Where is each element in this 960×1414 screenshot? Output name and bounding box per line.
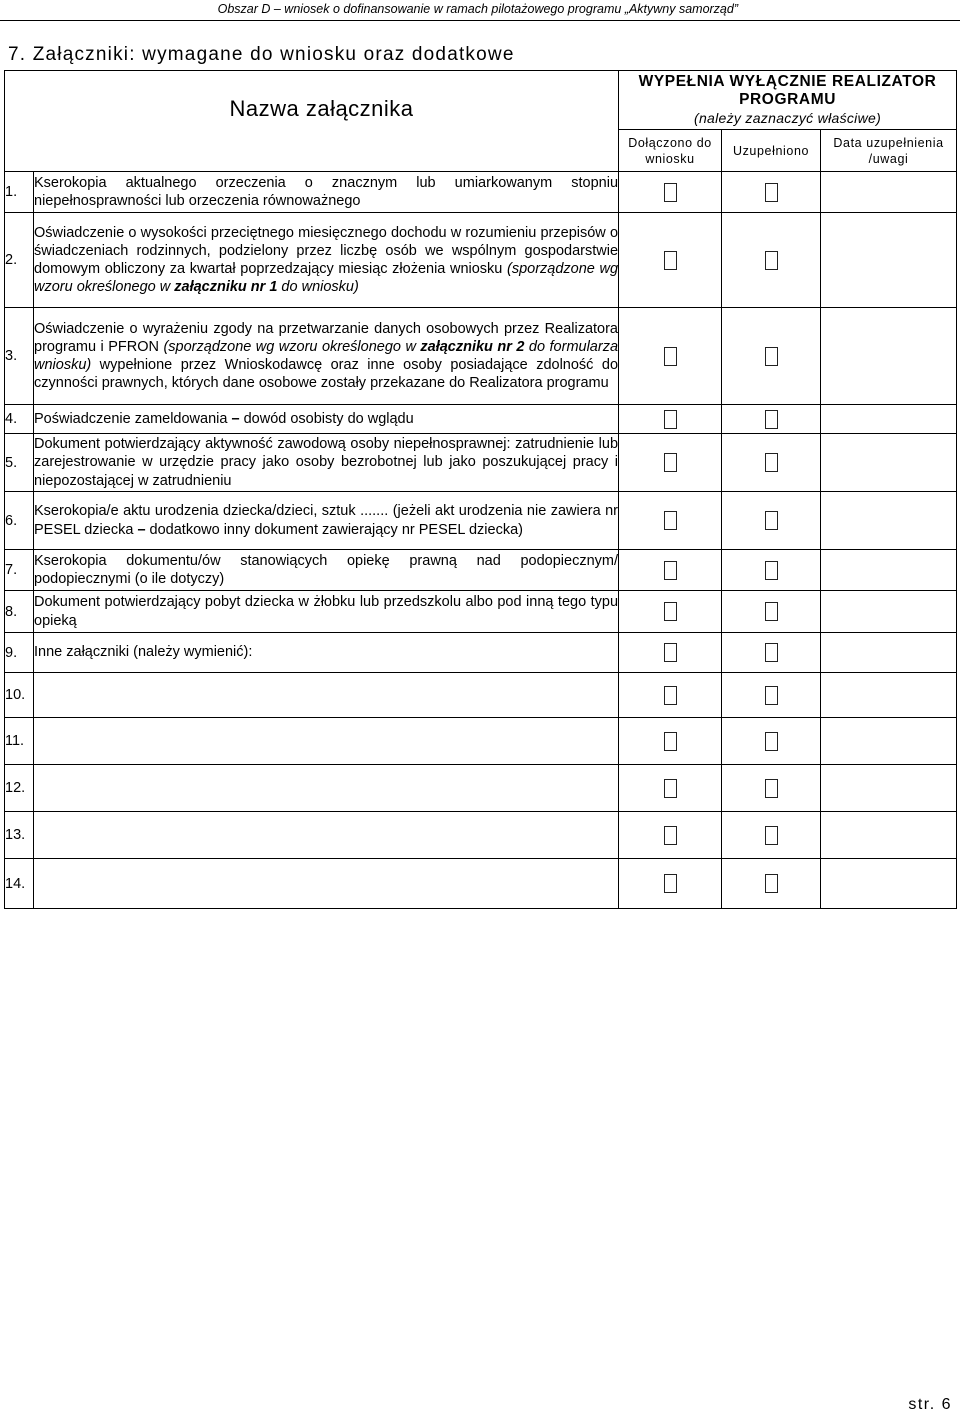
row-description-text: Oświadczenie o wysokości przeciętnego miesięcznego dochodu w rozumieniu przepisów o świadczeniach rodzinnych, podzielony przez liczbę osób we wspólnym gospodarstwie domowym obliczony za kwartał poprzedzający miesiąc złożenia wniosku bbox=[34, 224, 619, 277]
row-description-input[interactable] bbox=[34, 673, 619, 718]
attached-checkbox[interactable] bbox=[664, 453, 677, 472]
row-number: 9. bbox=[5, 633, 34, 673]
date-cell[interactable] bbox=[821, 591, 957, 633]
completed-checkbox[interactable] bbox=[765, 826, 778, 845]
row-description-dash: – bbox=[231, 410, 240, 427]
attached-checkbox[interactable] bbox=[664, 732, 677, 751]
attached-cell[interactable] bbox=[619, 718, 722, 765]
row-description-text-end: dowód osobisty do wglądu bbox=[239, 410, 414, 427]
date-cell[interactable] bbox=[821, 434, 957, 492]
completed-checkbox[interactable] bbox=[765, 183, 778, 202]
completed-cell[interactable] bbox=[722, 172, 821, 213]
row-description-text: Poświadczenie zameldowania bbox=[34, 410, 232, 427]
completed-checkbox[interactable] bbox=[765, 410, 778, 429]
row-number: 4. bbox=[5, 405, 34, 434]
table-row bbox=[5, 492, 957, 550]
row-number: 6. bbox=[5, 492, 34, 550]
table-row bbox=[5, 673, 957, 718]
table-row bbox=[5, 550, 957, 591]
attached-checkbox[interactable] bbox=[664, 874, 677, 893]
completed-cell[interactable] bbox=[722, 492, 821, 550]
completed-checkbox[interactable] bbox=[765, 732, 778, 751]
completed-cell[interactable] bbox=[722, 405, 821, 434]
attached-cell[interactable] bbox=[619, 405, 722, 434]
date-cell[interactable] bbox=[821, 405, 957, 434]
completed-checkbox[interactable] bbox=[765, 779, 778, 798]
row-description-annex-ref: załączniku nr 1 bbox=[174, 279, 278, 296]
date-cell[interactable] bbox=[821, 550, 957, 591]
completed-checkbox[interactable] bbox=[765, 643, 778, 662]
realizator-header-label: WYPEŁNIA WYŁĄCZNIE REALIZATOR PROGRAMU bbox=[638, 73, 937, 108]
attached-checkbox[interactable] bbox=[664, 511, 677, 530]
row-description: Inne załączniki (należy wymienić): bbox=[34, 633, 619, 673]
row-number: 7. bbox=[5, 550, 34, 591]
completed-cell[interactable] bbox=[722, 633, 821, 673]
row-description-text-end: wypełnione przez Wnioskodawcę oraz inne osoby posiadające zdolność do czynności prawnych, których dane osobowe zostały przekazane do Realizatora programu bbox=[34, 357, 619, 392]
date-cell[interactable] bbox=[821, 492, 957, 550]
attached-checkbox[interactable] bbox=[664, 602, 677, 621]
completed-cell[interactable] bbox=[722, 308, 821, 405]
row-description: Dokument potwierdzający aktywność zawodową osoby niepełnosprawnej: zatrudnienie lub zarejestrowanie w urzędzie pracy jako osoby bezrobotnej lub jako poszukującej pracy i niepozostającej w zatrudnieniu bbox=[34, 434, 619, 492]
completed-checkbox[interactable] bbox=[765, 874, 778, 893]
header-rule bbox=[0, 20, 960, 21]
attached-cell[interactable] bbox=[619, 550, 722, 591]
running-header bbox=[0, 0, 960, 20]
completed-checkbox[interactable] bbox=[765, 347, 778, 366]
row-description-italic-end: do wniosku) bbox=[277, 279, 359, 296]
attached-checkbox[interactable] bbox=[664, 561, 677, 580]
completed-cell[interactable] bbox=[722, 434, 821, 492]
completed-cell[interactable] bbox=[722, 550, 821, 591]
row-description-italic: (sporządzone wg wzoru określonego w bbox=[163, 338, 421, 355]
table-row bbox=[5, 765, 957, 812]
table-row bbox=[5, 591, 957, 633]
attached-cell[interactable] bbox=[619, 591, 722, 633]
row-description bbox=[34, 405, 619, 434]
attached-checkbox[interactable] bbox=[664, 686, 677, 705]
attached-column-header: Dołączono do wniosku bbox=[619, 130, 722, 172]
completed-cell[interactable] bbox=[722, 812, 821, 859]
date-cell[interactable] bbox=[821, 308, 957, 405]
row-description bbox=[34, 308, 619, 405]
attached-cell[interactable] bbox=[619, 308, 722, 405]
date-cell[interactable] bbox=[821, 172, 957, 213]
table-row bbox=[5, 213, 957, 308]
row-description-input[interactable] bbox=[34, 718, 619, 765]
row-number: 8. bbox=[5, 591, 34, 633]
realizator-header bbox=[619, 71, 957, 130]
row-description bbox=[34, 492, 619, 550]
attached-checkbox[interactable] bbox=[664, 183, 677, 202]
table-row bbox=[5, 405, 957, 434]
attached-checkbox[interactable] bbox=[664, 643, 677, 662]
row-description-dash: – bbox=[137, 521, 146, 538]
row-description-italic-end: do formularza wniosku) bbox=[34, 338, 619, 373]
completed-cell[interactable] bbox=[722, 765, 821, 812]
table-header-row bbox=[5, 71, 957, 130]
table-row bbox=[5, 633, 957, 673]
attached-cell[interactable] bbox=[619, 812, 722, 859]
row-number: 10. bbox=[5, 673, 34, 718]
attached-cell[interactable] bbox=[619, 213, 722, 308]
row-number: 14. bbox=[5, 859, 34, 909]
attached-cell[interactable] bbox=[619, 434, 722, 492]
attached-cell[interactable] bbox=[619, 859, 722, 909]
name-column-header bbox=[5, 71, 619, 172]
row-number: 12. bbox=[5, 765, 34, 812]
row-description-text: Kserokopia/e aktu urodzenia dziecka/dzieci, sztuk ....... (jeżeli akt urodzenia nie zawiera nr PESEL dziecka bbox=[34, 503, 619, 538]
table-row bbox=[5, 812, 957, 859]
name-column-header-label: Nazwa załącznika bbox=[229, 96, 414, 121]
completed-cell[interactable] bbox=[722, 718, 821, 765]
row-description-input[interactable] bbox=[34, 765, 619, 812]
table-row bbox=[5, 859, 957, 909]
completed-column-header: Uzupełniono bbox=[722, 130, 821, 172]
running-header-text: Obszar D – wniosek o dofinansowanie w ramach pilotażowego programu „Aktywny samorząd” bbox=[217, 2, 738, 16]
completed-cell[interactable] bbox=[722, 213, 821, 308]
attached-cell[interactable] bbox=[619, 765, 722, 812]
table-row bbox=[5, 434, 957, 492]
completed-checkbox[interactable] bbox=[765, 561, 778, 580]
row-number: 1. bbox=[5, 172, 34, 213]
attachments-table bbox=[4, 70, 957, 909]
row-description-input[interactable] bbox=[34, 812, 619, 859]
completed-cell[interactable] bbox=[722, 673, 821, 718]
row-number: 2. bbox=[5, 213, 34, 308]
row-number: 3. bbox=[5, 308, 34, 405]
row-description: Kserokopia dokumentu/ów stanowiących opiekę prawną nad podopiecznym/ podopiecznymi (o ile dotyczy) bbox=[34, 550, 619, 591]
realizator-header-note: (należy zaznaczyć właściwe) bbox=[694, 110, 882, 126]
date-cell[interactable] bbox=[821, 812, 957, 859]
date-cell[interactable] bbox=[821, 718, 957, 765]
table-row bbox=[5, 308, 957, 405]
attached-checkbox[interactable] bbox=[664, 410, 677, 429]
row-number: 5. bbox=[5, 434, 34, 492]
row-description bbox=[34, 213, 619, 308]
row-description: Dokument potwierdzający pobyt dziecka w żłobku lub przedszkolu albo pod inną tego typu opieką bbox=[34, 591, 619, 633]
date-cell[interactable] bbox=[821, 859, 957, 909]
completed-cell[interactable] bbox=[722, 591, 821, 633]
attached-checkbox[interactable] bbox=[664, 347, 677, 366]
attached-checkbox[interactable] bbox=[664, 251, 677, 270]
date-cell[interactable] bbox=[821, 633, 957, 673]
date-cell[interactable] bbox=[821, 765, 957, 812]
row-description-input[interactable] bbox=[34, 859, 619, 909]
page-number: str. 6 bbox=[908, 1396, 952, 1413]
attached-cell[interactable] bbox=[619, 492, 722, 550]
completed-cell[interactable] bbox=[722, 859, 821, 909]
row-description: Kserokopia aktualnego orzeczenia o znacznym lub umiarkowanym stopniu niepełnosprawności lub orzeczenia równoważnego bbox=[34, 172, 619, 213]
row-number: 11. bbox=[5, 718, 34, 765]
section-title: 7. Załączniki: wymagane do wniosku oraz dodatkowe bbox=[8, 44, 515, 65]
table-row bbox=[5, 718, 957, 765]
date-cell[interactable] bbox=[821, 673, 957, 718]
attached-checkbox[interactable] bbox=[664, 826, 677, 845]
completed-checkbox[interactable] bbox=[765, 511, 778, 530]
completed-checkbox[interactable] bbox=[765, 453, 778, 472]
row-description-italic: (sporządzone wg wzoru określonego w bbox=[34, 261, 619, 296]
row-number: 13. bbox=[5, 812, 34, 859]
attached-checkbox[interactable] bbox=[664, 779, 677, 798]
date-column-header: Data uzupełnienia /uwagi bbox=[821, 130, 957, 172]
attached-cell[interactable] bbox=[619, 172, 722, 213]
row-description-annex-ref: załączniku nr 2 bbox=[420, 338, 525, 355]
attached-cell[interactable] bbox=[619, 673, 722, 718]
completed-checkbox[interactable] bbox=[765, 686, 778, 705]
completed-checkbox[interactable] bbox=[765, 602, 778, 621]
row-description-text-end: dodatkowo inny dokument zawierający nr PESEL dziecka) bbox=[145, 521, 523, 538]
table-row bbox=[5, 172, 957, 213]
completed-checkbox[interactable] bbox=[765, 251, 778, 270]
attached-cell[interactable] bbox=[619, 633, 722, 673]
row-description-text: Oświadczenie o wyrażeniu zgody na przetwarzanie danych osobowych przez Realizatora programu i PFRON bbox=[34, 320, 619, 355]
date-cell[interactable] bbox=[821, 213, 957, 308]
